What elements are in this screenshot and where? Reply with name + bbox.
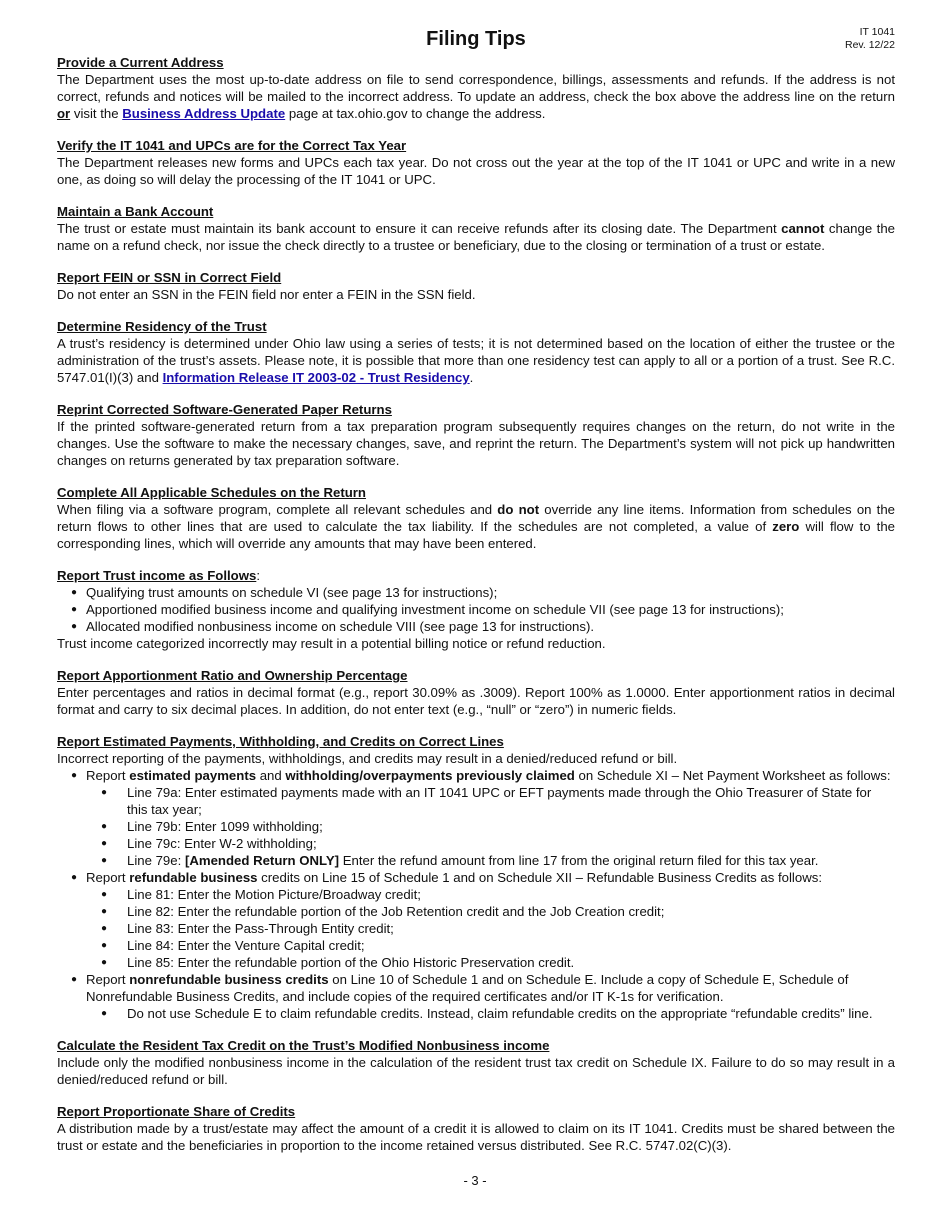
- sub-list-item: ● Line 85: Enter the refundable portion of the Ohio Historic Preservation credit.: [99, 954, 895, 971]
- section-heading: Reprint Corrected Software-Generated Paper Returns: [57, 402, 392, 417]
- section-text: Incorrect reporting of the payments, withholdings, and credits may result in a denied/reduced refund or bill.: [57, 751, 678, 766]
- section-text: When filing via a software program, complete all relevant schedules and do not override any line items. Information from schedules on the return flows to other lines that are used to calculate the tax liability. If the schedules are not completed, a value of zero will flow to the corresponding lines, which will override any amounts that may have been entered.: [57, 502, 895, 551]
- section-heading: Report Estimated Payments, Withholding, and Credits on Correct Lines: [57, 734, 504, 749]
- bullet-list: [71, 584, 895, 635]
- sub-list-item: ● Line 82: Enter the refundable portion of the Job Retention credit and the Job Creation credit;: [99, 903, 895, 920]
- sub-list-item: ● Line 84: Enter the Venture Capital credit;: [99, 937, 895, 954]
- section-text: If the printed software-generated return from a tax preparation program subsequently requires changes on the return, do not write in the changes. Use the software to make the necessary changes, save, and reprint the return. The Department’s system will not pick up handwritten changes on returns generated by tax preparation software.: [57, 419, 895, 468]
- section-estimated-payments: [57, 733, 895, 1022]
- section-applicable-schedules: [57, 484, 895, 552]
- sub-list-item: ● Line 81: Enter the Motion Picture/Broadway credit;: [99, 886, 895, 903]
- sub-list-item: ● Line 79b: Enter 1099 withholding;: [99, 818, 895, 835]
- section-heading: Report FEIN or SSN in Correct Field: [57, 270, 282, 285]
- section-reprint-returns: [57, 401, 895, 469]
- list-item: ● Report nonrefundable business credits on Line 10 of Schedule 1 and on Schedule E. Include a copy of Schedule E, Schedule of Nonrefundable Business Credits, and include copies of the required certificates and/or IT K-1s for verification. ● Do not use Schedule E to claim refundable credits. Instead, claim refundable credits on the appropriate “refundable credits” line.: [71, 971, 895, 1022]
- business-address-update-link[interactable]: Business Address Update: [122, 106, 286, 121]
- section-text: Include only the modified nonbusiness income in the calculation of the resident trust tax credit on Schedule IX. Failure to do so may result in a denied/reduced refund or bill.: [57, 1055, 895, 1087]
- sub-bullet-list: [99, 784, 895, 869]
- section-text: Trust income categorized incorrectly may result in a potential billing notice or refund reduction.: [57, 636, 606, 651]
- section-heading: Report Proportionate Share of Credits: [57, 1104, 296, 1119]
- emphasis-do-not: do not: [497, 502, 540, 517]
- emphasis-zero: zero: [772, 519, 800, 534]
- sub-list-item: ● Line 79a: Enter estimated payments made with an IT 1041 UPC or EFT payments made through the Ohio Treasurer of State for this tax year;: [99, 784, 895, 818]
- section-heading: Complete All Applicable Schedules on the Return: [57, 485, 366, 500]
- section-proportionate-credits: [57, 1103, 895, 1154]
- section-heading: Verify the IT 1041 and UPCs are for the Correct Tax Year: [57, 138, 407, 153]
- section-heading: Determine Residency of the Trust: [57, 319, 267, 334]
- section-trust-income: [57, 567, 895, 652]
- list-item: ● Qualifying trust amounts on schedule VI (see page 13 for instructions);: [71, 584, 895, 601]
- section-fein-ssn: [57, 269, 895, 303]
- page-title: Filing Tips: [426, 28, 526, 50]
- section-heading: Calculate the Resident Tax Credit on the Trust’s Modified Nonbusiness income: [57, 1038, 550, 1053]
- list-item: ● Report refundable business credits on Line 15 of Schedule 1 and on Schedule XII – Refundable Business Credits as follows: ● Line 81: Enter the Motion Picture/Broadway credit; ● Line 82: Enter the refundable portion of the Job Retention credit and the Job Creation credit; ● Line 83: Enter the Pass-Through Entity credit; ● Line 84: Enter the Venture Capital credit; ● Line 85: Enter the refundable portion of the Ohio Historic Preservation credit.: [71, 869, 895, 971]
- sub-list-item: ● Line 83: Enter the Pass-Through Entity credit;: [99, 920, 895, 937]
- section-heading: Provide a Current Address: [57, 55, 224, 70]
- section-text: Do not enter an SSN in the FEIN field nor enter a FEIN in the SSN field.: [57, 287, 476, 302]
- emphasis-or: or: [57, 106, 71, 121]
- section-text: The Department releases new forms and UPCs each tax year. Do not cross out the year at the top of the IT 1041 or UPC and write in a new one, as doing so will delay the processing of the IT 1041 or UPC.: [57, 155, 895, 187]
- section-text: A trust’s residency is determined under Ohio law using a series of tests; it is not determined based on the location of either the trustee or the administration of the trust’s assets. Please note, it is possible that more than one residency test can apply to all or a portion of a trust. See R.C. 5747.01(I)(3) and Information Release IT 2003-02 - Trust Residency.: [57, 336, 895, 385]
- page-number: - 3 -: [463, 1173, 487, 1188]
- section-text: A distribution made by a trust/estate may affect the amount of a credit it is allowed to claim on its IT 1041. Credits must be shared between the trust or estate and the beneficiaries in proportion to the income retained versus distributed. See R.C. 5747.02(C)(3).: [57, 1121, 895, 1153]
- section-apportionment-ratio: [57, 667, 895, 718]
- form-revision: Rev. 12/22: [844, 39, 895, 51]
- list-item: ● Allocated modified nonbusiness income on schedule VIII (see page 13 for instructions).: [71, 618, 895, 635]
- form-number: IT 1041: [859, 26, 895, 38]
- section-heading-row: Report Trust income as Follows:: [57, 568, 260, 583]
- section-heading: Maintain a Bank Account: [57, 204, 214, 219]
- sub-bullet-list: [99, 1005, 895, 1022]
- section-bank-account: [57, 203, 895, 254]
- section-resident-tax-credit: [57, 1037, 895, 1088]
- section-text: The Department uses the most up-to-date address on file to send correspondence, billings, assessments and refunds. If the address is not correct, refunds and notices will be mailed to the incorrect address. To update an address, check the box above the address line on the return or visit the Business Address Update page at tax.ohio.gov to change the address.: [57, 72, 895, 121]
- section-correct-tax-year: [57, 137, 895, 188]
- emphasis-cannot: cannot: [781, 221, 825, 236]
- bullet-list: [71, 767, 895, 1022]
- sub-list-item: ● Line 79c: Enter W-2 withholding;: [99, 835, 895, 852]
- trust-residency-release-link[interactable]: Information Release IT 2003-02 - Trust Residency: [162, 370, 470, 385]
- list-item: ● Report estimated payments and withholding/overpayments previously claimed on Schedule XI – Net Payment Worksheet as follows: ● Line 79a: Enter estimated payments made with an IT 1041 UPC or EFT payments made through the Ohio Treasurer of State for this tax year; ● Line 79b: Enter 1099 withholding; ● Line 79c: Enter W-2 withholding; ● Line 79e: [Amended Return ONLY] Enter the refund amount from line 17 from the original return filed for this tax year.: [71, 767, 895, 869]
- section-text: Enter percentages and ratios in decimal format (e.g., report 30.09% as .3009). Report 100% as 1.0000. Enter apportionment ratios in decimal format and carry to six decimal places. In addition, do not enter text (e.g., “null” or “zero”) in numeric fields.: [57, 685, 895, 717]
- section-trust-residency: [57, 318, 895, 386]
- section-heading: Report Apportionment Ratio and Ownership Percentage: [57, 668, 408, 683]
- document-body: [57, 26, 895, 1154]
- section-heading: Report Trust income as Follows: [57, 568, 257, 583]
- list-item: ● Apportioned modified business income and qualifying investment income on schedule VII (see page 13 for instructions);: [71, 601, 895, 618]
- sub-list-item: ● Line 79e: [Amended Return ONLY] Enter the refund amount from line 17 from the original return filed for this tax year.: [99, 852, 895, 869]
- sub-bullet-list: [99, 886, 895, 971]
- section-current-address: [57, 54, 895, 122]
- section-text: The trust or estate must maintain its bank account to ensure it can receive refunds after its closing date. The Department cannot change the name on a refund check, nor issue the check directly to a trustee or beneficiary, due to the closing or termination of a trust or estate.: [57, 221, 895, 253]
- sub-list-item: ● Do not use Schedule E to claim refundable credits. Instead, claim refundable credits on the appropriate “refundable credits” line.: [99, 1005, 895, 1022]
